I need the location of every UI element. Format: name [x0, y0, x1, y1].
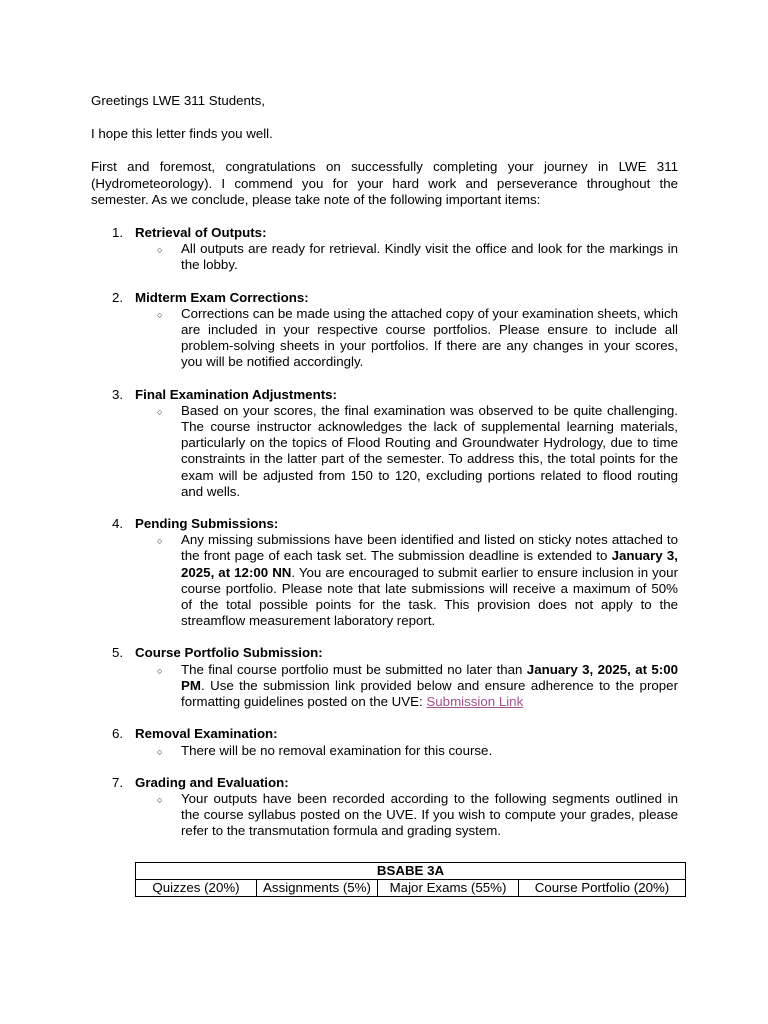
item-heading: Final Examination Adjustments:: [135, 386, 337, 402]
sub-item: [135, 306, 678, 371]
sub-item-text: Any missing submissions have been identified and listed on sticky notes attached to the front page of each task set. The submission deadline is extended to: [181, 532, 678, 564]
sub-item-text: There will be no removal examination for this course.: [181, 742, 493, 758]
sub-item-text: Based on your scores, the final examination was observed to be quite challenging. The course instructor acknowledges the lack of supplemental learning materials, particularly on the topics of Flood Routing and Groundwater Hydrology, due to time constraints in the latter part of the semester. To address this, the total points for the exam will be adjusted from 150 to 120, excluding portions related to flood routing and wells.: [181, 402, 678, 499]
table-header-quizzes: Quizzes (20%): [136, 880, 257, 897]
letter: [91, 93, 678, 895]
greeting: Greetings LWE 311 Students,: [91, 93, 265, 108]
hollow-bullet-icon: ○: [157, 794, 163, 805]
item-heading: Pending Submissions:: [135, 516, 279, 532]
item-heading: Midterm Exam Corrections:: [135, 289, 309, 305]
item-number: 6.: [112, 726, 124, 742]
intro-paragraph: First and foremost, congratulations on successfully completing your journey in LWE 311 (Hydrometeorology). I commend you for your hard work and perseverance throughout the semester. As we conclude, please take note of the following important items:: [91, 159, 678, 207]
hollow-bullet-icon: ○: [157, 245, 163, 256]
sub-item: [135, 403, 678, 500]
submission-link[interactable]: Submission Link: [426, 694, 524, 710]
sub-item-text: The final course portfolio must be submitted no later than: [181, 661, 527, 677]
grading-table: [135, 862, 686, 897]
hollow-bullet-icon: ○: [157, 309, 163, 320]
item-number: 7.: [112, 774, 124, 790]
list-item: [91, 775, 678, 840]
item-number: 2.: [112, 289, 124, 305]
sub-item: [135, 241, 678, 273]
item-number: 5.: [112, 645, 124, 661]
list-item: [91, 387, 678, 500]
hollow-bullet-icon: ○: [157, 746, 163, 757]
table-header-assignments: Assignments (5%): [257, 880, 378, 897]
notice-list: [91, 225, 678, 840]
item-number: 3.: [112, 386, 124, 402]
opening-line: I hope this letter finds you well.: [91, 126, 273, 142]
table-header-course-portfolio: Course Portfolio (20%): [519, 880, 686, 897]
list-item: [91, 516, 678, 629]
table-caption: BSABE 3A: [136, 863, 686, 880]
hollow-bullet-icon: ○: [157, 406, 163, 417]
item-heading: Grading and Evaluation:: [135, 774, 289, 790]
item-heading: Removal Examination:: [135, 726, 278, 742]
hollow-bullet-icon: ○: [157, 536, 163, 547]
table-header-major-exams: Major Exams (55%): [378, 880, 519, 897]
sub-item-text-continued: . You are encouraged to submit earlier to ensure inclusion in your course portfolio. Please note that late submissions will receive a maximum of 50% of the total possible points for the task. This provision does not apply to the streamflow measurement laboratory report.: [181, 564, 678, 629]
list-item: [91, 225, 678, 274]
item-heading: Course Portfolio Submission:: [135, 645, 323, 661]
sub-item: [135, 662, 678, 711]
list-item: [91, 726, 678, 758]
item-number: 4.: [112, 516, 124, 532]
sub-item-text: All outputs are ready for retrieval. Kindly visit the office and look for the markings in the lobby.: [181, 241, 678, 273]
deadline-text: January 3, 2025, at 5:00 PM: [181, 661, 678, 693]
hollow-bullet-icon: ○: [157, 665, 163, 676]
deadline-text: January 3, 2025, at 12:00 NN: [181, 548, 678, 580]
item-heading: Retrieval of Outputs:: [135, 225, 267, 241]
sub-item: [135, 532, 678, 629]
item-number: 1.: [112, 225, 124, 241]
sub-item-text-continued: . Use the submission link provided below and ensure adherence to the proper formatting guidelines posted on the UVE:: [181, 677, 678, 710]
table-row: [136, 880, 686, 897]
sub-item: [135, 791, 678, 840]
sub-item-text: Your outputs have been recorded according to the following segments outlined in the course syllabus posted on the UVE. If you wish to compute your grades, please refer to the transmutation formula and grading system.: [181, 790, 678, 839]
list-item: [91, 290, 678, 371]
sub-item-text: Corrections can be made using the attached copy of your examination sheets, which are included in your respective course portfolios. Please ensure to include all problem-solving sheets in your portfolios. If there are any changes in your scores, you will be notified accordingly.: [181, 305, 678, 370]
sub-item: [135, 743, 678, 759]
list-item: [91, 645, 678, 710]
